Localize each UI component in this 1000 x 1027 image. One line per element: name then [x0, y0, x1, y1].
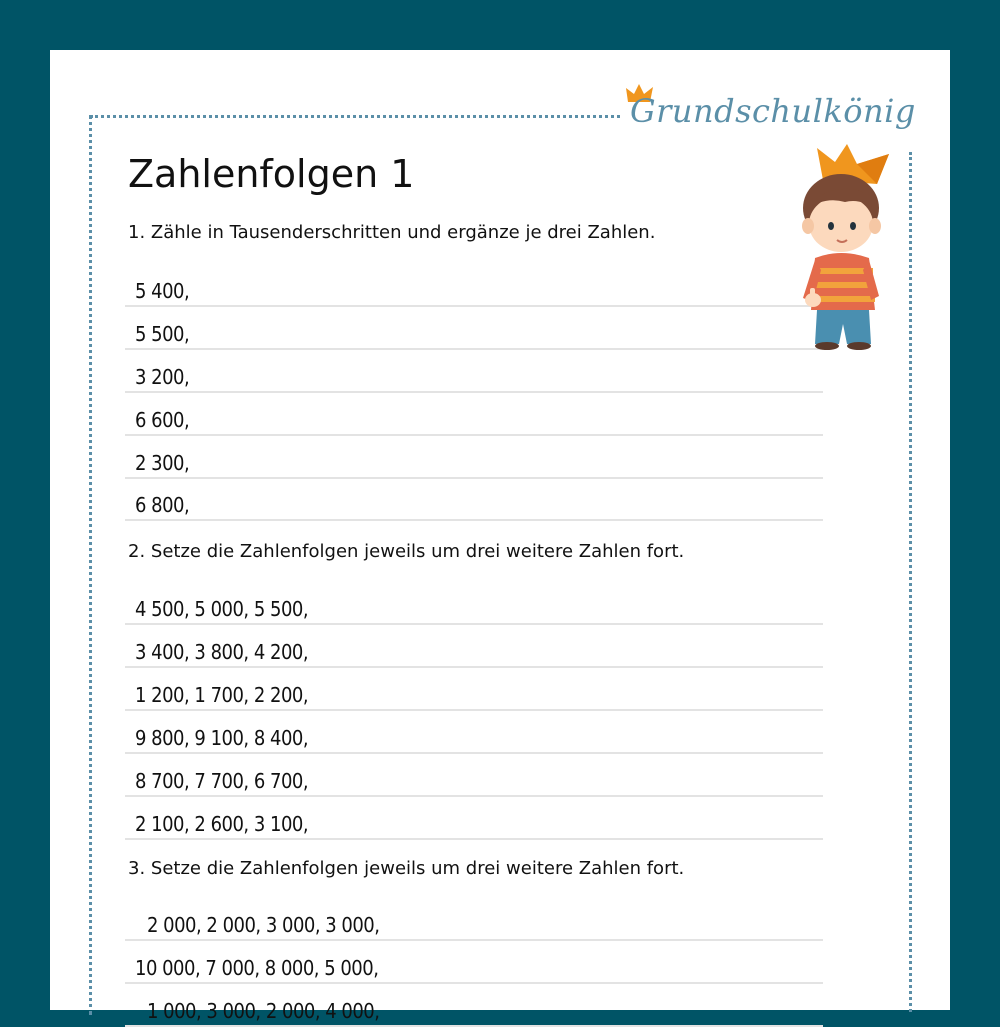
sequence-start: 3 400, 3 800, 4 200,	[135, 640, 309, 664]
answer-row[interactable]	[125, 726, 823, 754]
answer-row[interactable]	[125, 999, 823, 1027]
answer-row[interactable]	[125, 322, 823, 350]
boy-with-crown-illustration	[795, 140, 895, 350]
sequence-start: 5 500,	[135, 322, 190, 346]
answer-row[interactable]	[125, 640, 823, 668]
dotted-border-right	[909, 152, 912, 1012]
instruction-2: 2. Setze die Zahlenfolgen jeweils um drei weitere Zahlen fort.	[128, 541, 685, 562]
answer-row[interactable]	[125, 913, 823, 941]
answer-row[interactable]	[125, 769, 823, 797]
sequence-start: 1 200, 1 700, 2 200,	[135, 683, 309, 707]
sequence-start: 10 000, 7 000, 8 000, 5 000,	[135, 956, 379, 980]
sequence-start: 3 200,	[135, 365, 190, 389]
sequence-start: 2 100, 2 600, 3 100,	[135, 812, 309, 836]
dotted-border-left	[89, 115, 92, 1015]
sequence-start: 4 500, 5 000, 5 500,	[135, 597, 309, 621]
answer-row[interactable]	[125, 956, 823, 984]
answer-row[interactable]	[125, 279, 823, 307]
answer-row[interactable]	[125, 365, 823, 393]
page-title: Zahlenfolgen 1	[128, 152, 415, 196]
answer-row[interactable]	[125, 683, 823, 711]
sequence-start: 9 800, 9 100, 8 400,	[135, 726, 309, 750]
sequence-start: 6 800,	[135, 493, 190, 517]
sequence-start: 1 000, 3 000, 2 000, 4 000,	[147, 999, 380, 1023]
answer-row[interactable]	[125, 812, 823, 840]
answer-row[interactable]	[125, 597, 823, 625]
sequence-start: 8 700, 7 700, 6 700,	[135, 769, 309, 793]
sequence-start: 6 600,	[135, 408, 190, 432]
sequence-start: 2 000, 2 000, 3 000, 3 000,	[147, 913, 380, 937]
sequence-start: 2 300,	[135, 451, 190, 475]
instruction-3: 3. Setze die Zahlenfolgen jeweils um drei weitere Zahlen fort.	[128, 858, 685, 879]
answer-row[interactable]	[125, 408, 823, 436]
brand-logo: Grundschulkönig	[630, 92, 916, 130]
sequence-start: 5 400,	[135, 279, 190, 303]
dotted-border-top	[90, 115, 620, 118]
answer-row[interactable]	[125, 493, 823, 521]
instruction-1: 1. Zähle in Tausenderschritten und ergänze je drei Zahlen.	[128, 222, 656, 243]
answer-row[interactable]	[125, 451, 823, 479]
